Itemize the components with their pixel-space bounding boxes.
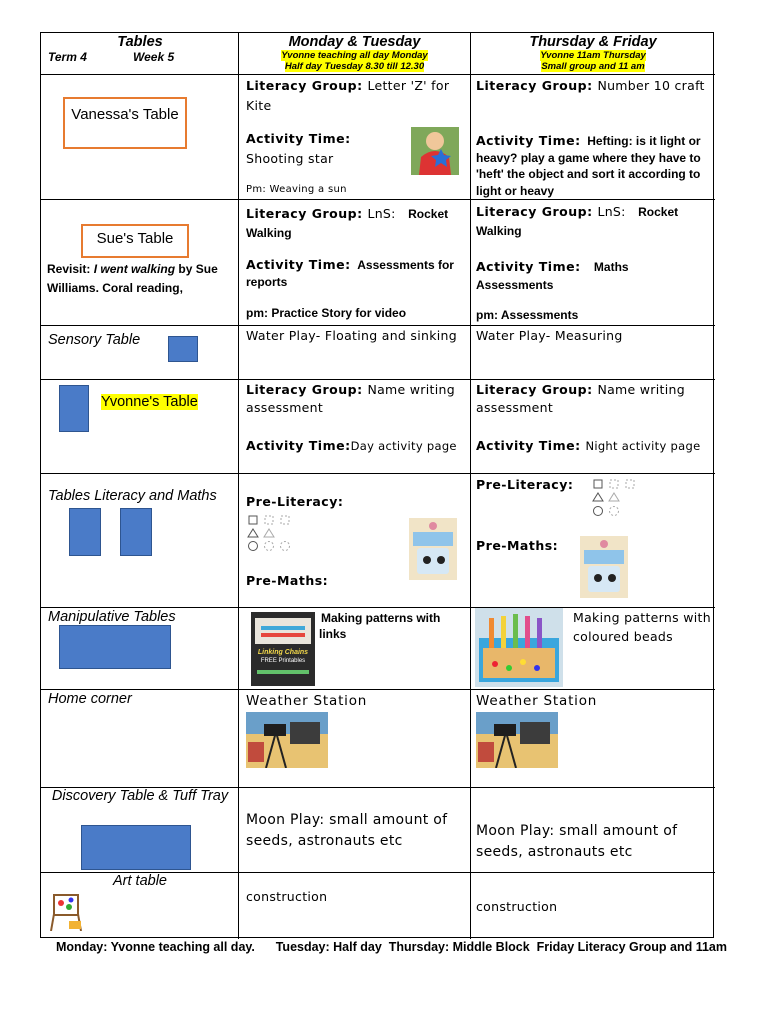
- header-monday-title: Monday & Tuesday: [288, 34, 421, 50]
- vanessa-monday-literacy: Letter 'Z' for Kite: [246, 78, 450, 113]
- literacy-table-shape-2: [120, 508, 152, 556]
- yvonne-monday-cell: Literacy Group: Name writing assessment Activity Time:Day activity page: [239, 380, 471, 474]
- home-corner-monday-cell: [239, 690, 471, 788]
- sensory-thursday-cell: [471, 326, 715, 380]
- yvonne-monday-literacy: Name writing assessment: [246, 382, 455, 415]
- literacy-group-label: Literacy Group: [246, 206, 358, 221]
- shapes-worksheet-image: [591, 474, 641, 522]
- manipulative-table-label: Manipulative Tables: [48, 609, 176, 625]
- yvonne-thursday-activity: Night activity page: [585, 439, 701, 453]
- manipulative-table-shape: [59, 625, 171, 669]
- home-corner-label: Home corner: [48, 691, 132, 707]
- header-week: Week 5: [133, 50, 175, 64]
- sue-monday-pm: pm: Practice Story for video: [246, 306, 407, 320]
- sue-monday-literacy: Rocket Walking: [246, 207, 449, 240]
- counting-raindrops-image: [409, 518, 457, 580]
- revisit-label: Revisit:: [47, 262, 91, 276]
- discovery-thursday-activity: Moon Play: small amount of seeds, astronauts etc: [476, 823, 678, 860]
- literacy-monday-cell: [239, 474, 471, 608]
- home-corner-thursday-cell: [471, 690, 715, 788]
- sue-table-label: Sue's Table: [96, 230, 174, 247]
- yvonne-table-cell: [41, 380, 239, 474]
- activity-time-label: Activity Time: [246, 131, 346, 146]
- sue-monday-lns: LnS:: [367, 206, 396, 221]
- discovery-table-cell: [41, 788, 239, 873]
- literacy-group-label: Literacy Group: [246, 78, 358, 93]
- literacy-group-label: Literacy Group: [476, 78, 588, 93]
- header-thursday-title: Thursday & Friday: [529, 34, 657, 50]
- art-monday-activity: construction: [246, 889, 328, 904]
- shapes-worksheet-image: [246, 511, 296, 557]
- sensory-thursday-activity: Water Play- Measuring: [476, 328, 623, 343]
- discovery-monday-cell: [239, 788, 471, 873]
- discovery-table-label: Discovery Table & Tuff Tray: [51, 788, 229, 804]
- vanessa-monday-activity: Shooting star: [246, 151, 334, 166]
- linking-chains-free: FREE Printables: [260, 658, 306, 664]
- literacy-group-label: Literacy Group: [476, 204, 588, 219]
- home-corner-thursday-activity: Weather Station: [476, 693, 598, 709]
- shooting-star-photo: [411, 127, 459, 175]
- literacy-table-shape-1: [69, 508, 101, 556]
- vanessa-thursday-activity: Hefting: is it light or heavy? play a game where they have to 'heft' the object and sort it according to light or heavy: [476, 134, 701, 198]
- sue-table-box: [81, 224, 189, 258]
- manipulative-monday-activity: Making patterns with links: [319, 611, 441, 641]
- header-tables-cell: [41, 33, 239, 75]
- pre-maths-label: Pre-Maths:: [476, 538, 559, 553]
- revisit-details: by Sue Williams. Coral reading,: [47, 262, 218, 295]
- sue-table-cell: [41, 200, 239, 326]
- yvonne-monday-activity: Day activity page: [350, 439, 457, 453]
- sue-thursday-lns: LnS:: [597, 204, 626, 219]
- manipulative-monday-cell: [239, 608, 471, 690]
- header-term: Term 4: [48, 50, 87, 64]
- weather-station-photo: [476, 712, 558, 768]
- vanessa-thursday-literacy: Number 10 craft: [597, 78, 705, 93]
- counting-raindrops-image: [580, 536, 628, 598]
- art-monday-cell: [239, 873, 471, 939]
- vanessa-table-cell: [41, 75, 239, 200]
- sue-thursday-literacy: Rocket Walking: [476, 205, 679, 238]
- art-thursday-activity: construction: [476, 899, 558, 914]
- pre-maths-label: Pre-Maths:: [246, 573, 329, 588]
- sensory-table-cell: [41, 326, 239, 380]
- sue-monday-cell: Literacy Group: LnS: Rocket Walking Activity Time: Assessments for reports pm: Practice Story for video: [239, 200, 471, 326]
- weather-station-photo: [246, 712, 328, 768]
- home-corner-cell: [41, 690, 239, 788]
- activity-time-label: Activity Time: [476, 438, 576, 453]
- activity-time-label: Activity Time: [476, 259, 576, 274]
- activity-time-label: Activity Time: [476, 133, 576, 148]
- sensory-table-shape: [168, 336, 198, 362]
- vanessa-table-box: [63, 97, 187, 149]
- vanessa-monday-cell: Literacy Group: Letter 'Z' for Kite Activity Time: Shooting star Pm: Weaving a sun: [239, 75, 471, 200]
- literacy-group-label: Literacy Group: [246, 382, 358, 397]
- literacy-group-label: Literacy Group: [476, 382, 588, 397]
- art-table-cell: [41, 873, 239, 939]
- sue-thursday-pm: pm: Assessments: [476, 308, 579, 322]
- sue-monday-activity: Assessments for reports: [246, 258, 454, 289]
- sensory-monday-cell: [239, 326, 471, 380]
- header-tables: Tables: [117, 34, 163, 50]
- discovery-monday-activity: Moon Play: small amount of seeds, astronauts etc: [246, 812, 448, 849]
- header-thursday-cell: [471, 33, 715, 75]
- yvonne-table-label: Yvonne's Table: [101, 394, 198, 410]
- sue-thursday-activity: Maths Assessments: [476, 260, 629, 292]
- linking-chains-caption: Linking Chains: [257, 649, 309, 656]
- planning-table: [40, 32, 714, 938]
- vanessa-table-label: Vanessa's Table: [71, 106, 179, 123]
- linking-chains-image: [251, 612, 315, 686]
- easel-icon: [49, 891, 83, 931]
- vanessa-thursday-cell: Literacy Group: Number 10 craft Activity Time: Hefting: is it light or heavy? play a game where they have to 'heft' the object and sort it according to light or heavy: [471, 75, 715, 200]
- activity-time-label: Activity Time: [246, 257, 346, 272]
- pre-literacy-label: Pre-Literacy:: [476, 477, 574, 492]
- yvonne-thursday-literacy: Name writing assessment: [476, 382, 685, 415]
- sensory-monday-activity: Water Play- Floating and sinking: [246, 328, 457, 343]
- header-monday-sub1: Yvonne teaching all day Monday: [281, 50, 428, 61]
- yvonne-table-shape: [59, 385, 89, 432]
- yvonne-thursday-cell: Literacy Group: Name writing assessment Activity Time: Night activity page: [471, 380, 715, 474]
- manipulative-thursday-cell: [471, 608, 715, 690]
- footer-note: Monday: Yvonne teaching all day. Tuesday: Half day Thursday: Middle Block Friday Literacy Group and 11am: [56, 940, 728, 954]
- revisit-book-title: I went walking: [93, 262, 176, 276]
- sensory-table-label: Sensory Table: [48, 332, 141, 348]
- art-thursday-cell: [471, 873, 715, 939]
- pre-literacy-label: Pre-Literacy:: [246, 494, 344, 509]
- header-thursday-sub1: Yvonne 11am Thursday: [540, 50, 646, 61]
- manipulative-thursday-activity: Making patterns with coloured beads: [573, 610, 711, 644]
- literacy-maths-cell: [41, 474, 239, 608]
- home-corner-monday-activity: Weather Station: [246, 693, 368, 709]
- literacy-maths-label: Tables Literacy and Maths: [48, 488, 217, 504]
- header-monday-sub2: Half day Tuesday 8.30 till 12.30: [284, 61, 425, 72]
- sue-thursday-cell: Literacy Group: LnS: Rocket Walking Activity Time: Maths Assessments pm: Assessments: [471, 200, 715, 326]
- discovery-thursday-cell: [471, 788, 715, 873]
- header-monday-cell: [239, 33, 471, 75]
- discovery-table-shape: [81, 825, 191, 870]
- art-table-label: Art table: [113, 873, 167, 889]
- manipulative-table-cell: [41, 608, 239, 690]
- literacy-thursday-cell: [471, 474, 715, 608]
- activity-time-label: Activity Time: [246, 438, 346, 453]
- header-thursday-sub2: Small group and 11 am: [541, 61, 645, 72]
- coloured-beads-photo: [475, 608, 563, 687]
- vanessa-monday-pm: Pm: Weaving a sun: [246, 184, 347, 195]
